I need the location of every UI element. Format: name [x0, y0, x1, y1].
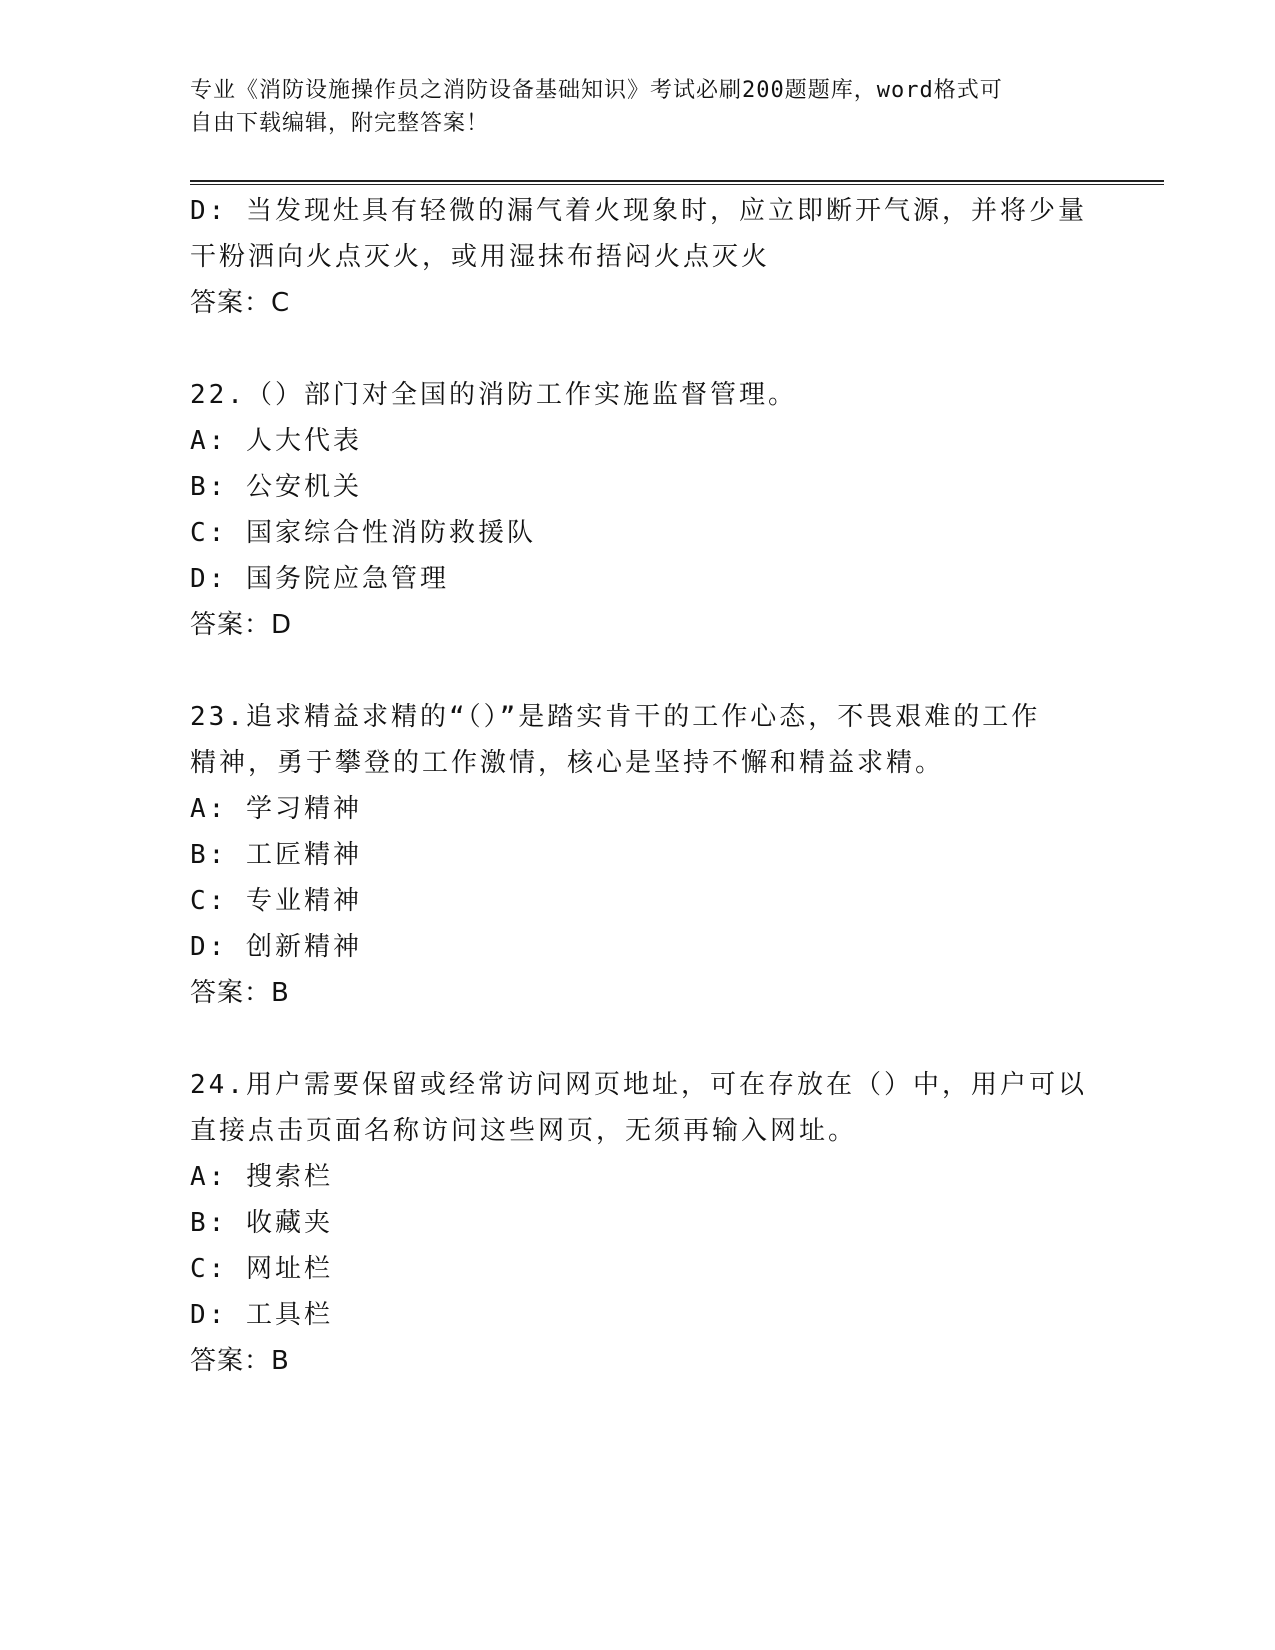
option-a: A: 学习精神	[190, 794, 362, 824]
option-b: B: 公安机关	[190, 472, 362, 502]
header-line-1: 专业《消防设施操作员之消防设备基础知识》考试必刷200题题库，word格式可	[190, 78, 1003, 103]
header-divider	[190, 180, 1164, 185]
spacer	[190, 1016, 1090, 1062]
answer-label: 答案：B	[190, 1346, 290, 1376]
answer-label: 答案：B	[190, 978, 290, 1008]
spacer	[190, 326, 1090, 372]
header-line-2: 自由下载编辑，附完整答案！	[190, 111, 490, 136]
option-c: C: 专业精神	[190, 886, 362, 916]
option-d: D: 工具栏	[190, 1300, 333, 1330]
option-b: B: 收藏夹	[190, 1208, 333, 1238]
document-header	[190, 74, 1090, 140]
option-a: A: 人大代表	[190, 426, 362, 456]
question-block-24	[190, 1062, 1090, 1384]
option-b: B: 工匠精神	[190, 840, 362, 870]
option-c: C: 网址栏	[190, 1254, 333, 1284]
question-list	[190, 188, 1090, 1384]
option-d-line-2: 干粉洒向火点灭火，或用湿抹布捂闷火点灭火	[190, 242, 771, 272]
option-d: D: 创新精神	[190, 932, 362, 962]
question-text: 22.（）部门对全国的消防工作实施监督管理。	[190, 380, 797, 410]
spacer	[190, 648, 1090, 694]
question-block-21	[190, 188, 1090, 326]
question-text-line-2: 精神，勇于攀登的工作激情，核心是坚持不懈和精益求精。	[190, 748, 945, 778]
question-text-line-1: 23.追求精益求精的“（）”是踏实肯干的工作心态，不畏艰难的工作	[190, 702, 1041, 732]
question-block-22	[190, 372, 1090, 648]
option-d: D: 国务院应急管理	[190, 564, 449, 594]
question-text-line-1: 24.用户需要保留或经常访问网页地址，可在存放在（）中，用户可以	[190, 1070, 1087, 1100]
question-text-line-2: 直接点击页面名称访问这些网页，无须再输入网址。	[190, 1116, 858, 1146]
answer-label: 答案：C	[190, 288, 291, 318]
option-d-line-1: D: 当发现灶具有轻微的漏气着火现象时，应立即断开气源，并将少量	[190, 196, 1087, 226]
question-block-23	[190, 694, 1090, 1016]
option-c: C: 国家综合性消防救援队	[190, 518, 536, 548]
option-a: A: 搜索栏	[190, 1162, 333, 1192]
answer-label: 答案：D	[190, 610, 293, 640]
